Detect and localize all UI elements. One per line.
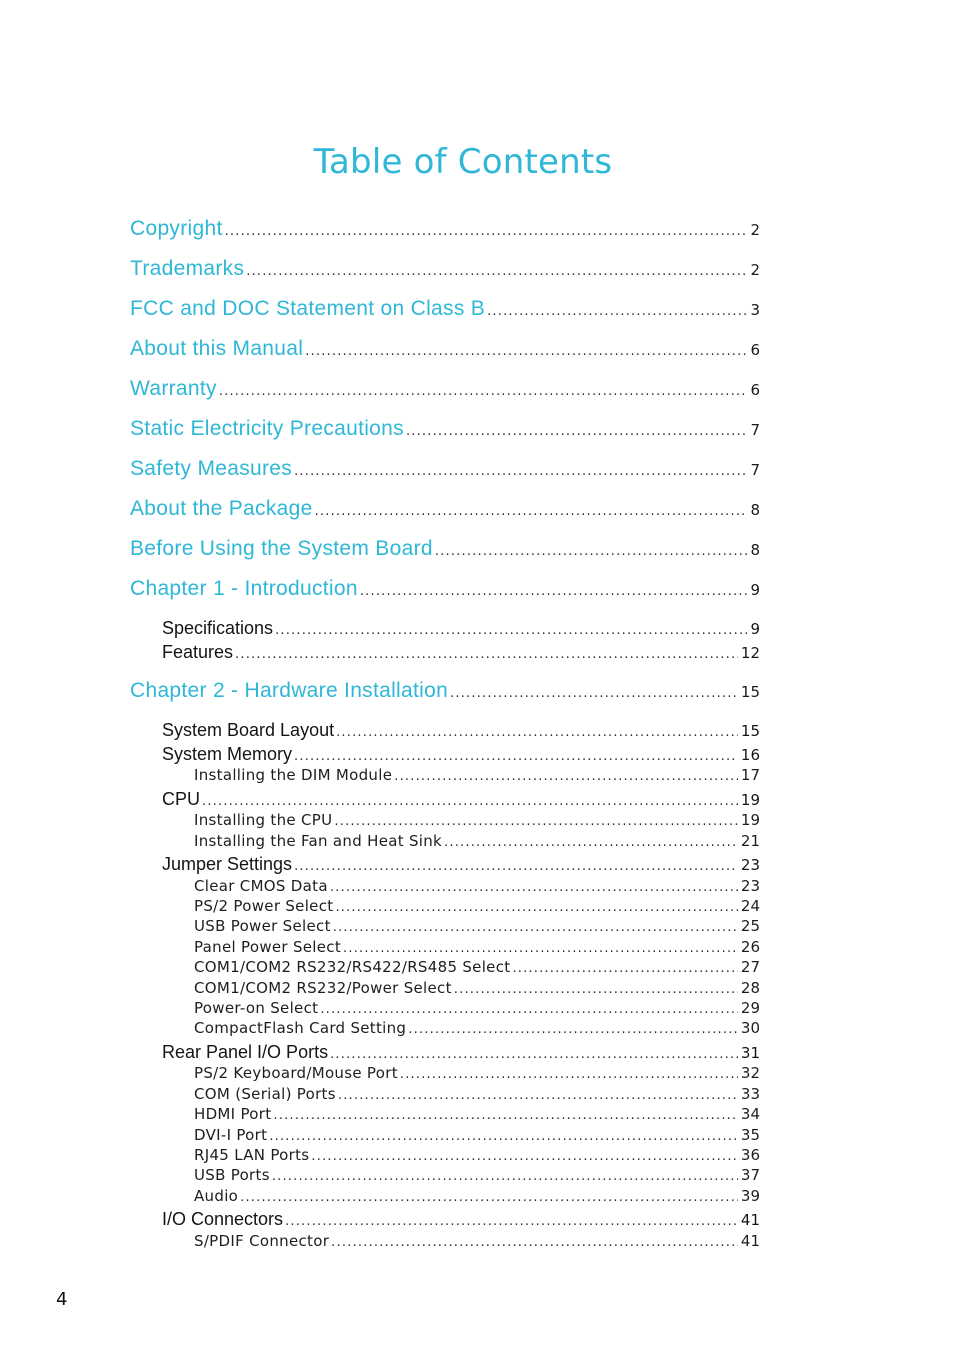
dot-leader <box>330 1047 738 1062</box>
toc-entry-label: Audio <box>194 1187 239 1205</box>
toc-entry-label: Before Using the System Board <box>130 537 433 560</box>
toc-page-number: 24 <box>740 897 760 915</box>
toc-entry-label: COM (Serial) Ports <box>194 1085 336 1103</box>
dot-leader <box>331 1235 738 1250</box>
toc-page-number: 17 <box>740 766 760 784</box>
dot-leader <box>334 814 738 829</box>
toc-page-number: 30 <box>740 1019 760 1037</box>
toc-page-number: 21 <box>740 832 760 850</box>
toc-entry-power-on-select[interactable] <box>194 999 760 1017</box>
dot-leader <box>294 464 747 479</box>
dot-leader <box>435 544 748 559</box>
toc-entry-com-rs232-power[interactable] <box>194 979 760 997</box>
dot-leader <box>343 941 738 956</box>
toc-page-number: 8 <box>750 501 760 519</box>
toc-entry-hdmi-port[interactable] <box>194 1105 760 1123</box>
toc-entry-label: USB Power Select <box>194 917 331 935</box>
toc-entry-label: About this Manual <box>130 337 304 360</box>
dot-leader <box>294 749 738 764</box>
toc-entry-label: Installing the DIM Module <box>194 766 393 784</box>
toc-page-number: 25 <box>740 917 760 935</box>
toc-entry-label: Chapter 1 - Introduction <box>130 577 358 600</box>
toc-page-number: 19 <box>740 791 760 809</box>
toc-entry-about-the-package[interactable] <box>130 497 760 521</box>
dot-leader <box>235 647 738 662</box>
toc-entry-label: USB Ports <box>194 1166 270 1184</box>
toc-entry-label: FCC and DOC Statement on Class B <box>130 297 486 320</box>
toc-page-number: 7 <box>750 421 760 439</box>
toc-page-number: 36 <box>740 1146 760 1164</box>
toc-page-number: 35 <box>740 1126 760 1144</box>
toc-entry-copyright[interactable] <box>130 217 760 241</box>
toc-entry-installing-fan[interactable] <box>194 832 760 850</box>
dot-leader <box>225 224 748 239</box>
toc-page-number: 39 <box>740 1187 760 1205</box>
toc-entry-static-electricity[interactable] <box>130 417 760 441</box>
dot-leader <box>275 623 747 638</box>
toc-entry-trademarks[interactable] <box>130 257 760 281</box>
toc-page-number: 31 <box>740 1044 760 1062</box>
toc-entry-rear-panel-io[interactable] <box>162 1042 760 1063</box>
dot-leader <box>406 424 748 439</box>
toc-entry-label: DVI-I Port <box>194 1126 268 1144</box>
toc-entry-label: System Memory <box>162 744 293 764</box>
toc-entry-label: COM1/COM2 RS232/Power Select <box>194 979 452 997</box>
toc-page-number: 27 <box>740 958 760 976</box>
toc-entry-label: Trademarks <box>130 257 245 280</box>
toc-page-number: 26 <box>740 938 760 956</box>
toc-entry-label: CPU <box>162 789 201 809</box>
toc-entry-spdif-connector[interactable] <box>194 1232 760 1250</box>
toc-entry-features[interactable] <box>162 642 760 663</box>
toc-entry-label: I/O Connectors <box>162 1209 284 1229</box>
toc-entry-warranty[interactable] <box>130 377 760 401</box>
toc-entry-io-connectors[interactable] <box>162 1209 760 1230</box>
toc-page-number: 15 <box>740 722 760 740</box>
toc-entry-installing-dim-module[interactable] <box>194 766 760 784</box>
toc-page-number: 3 <box>750 301 760 319</box>
dot-leader <box>294 859 738 874</box>
dot-leader <box>444 835 738 850</box>
dot-leader <box>246 264 747 279</box>
dot-leader <box>360 584 748 599</box>
dot-leader <box>338 1088 738 1103</box>
toc-entry-panel-power-select[interactable] <box>194 938 760 956</box>
toc-page-number: 28 <box>740 979 760 997</box>
toc-entry-fcc-doc-statement[interactable] <box>130 297 760 321</box>
toc-entry-label: Power-on Select <box>194 999 319 1017</box>
dot-leader <box>330 880 738 895</box>
toc-page-number: 41 <box>740 1232 760 1250</box>
toc-page-number: 9 <box>750 620 760 638</box>
toc-entry-label: Warranty <box>130 377 217 400</box>
dot-leader <box>335 900 737 915</box>
toc-entry-label: About the Package <box>130 497 313 520</box>
page-number: 4 <box>56 1289 68 1310</box>
toc-entry-jumper-settings[interactable] <box>162 854 760 875</box>
toc-page-number: 2 <box>750 221 760 239</box>
toc-entry-label: Chapter 2 - Hardware Installation <box>130 679 449 702</box>
dot-leader <box>315 504 748 519</box>
toc-entry-usb-power-select[interactable] <box>194 917 760 935</box>
toc-page-number: 41 <box>740 1211 760 1229</box>
toc-page-number: 32 <box>740 1064 760 1082</box>
toc-page-number: 15 <box>740 683 760 701</box>
toc-page-number: 23 <box>740 877 760 895</box>
dot-leader <box>219 384 748 399</box>
toc-entry-label: Static Electricity Precautions <box>130 417 404 440</box>
toc-entry-label: Jumper Settings <box>162 854 293 874</box>
dot-leader <box>305 344 747 359</box>
dot-leader <box>333 920 738 935</box>
dot-leader <box>311 1149 738 1164</box>
toc-entry-cpu[interactable] <box>162 789 760 810</box>
dot-leader <box>454 982 738 997</box>
dot-leader <box>487 304 747 319</box>
toc-entry-label: Features <box>162 642 234 662</box>
dot-leader <box>269 1129 738 1144</box>
toc-page-number: 29 <box>740 999 760 1017</box>
dot-leader <box>408 1022 738 1037</box>
toc-entry-label: Copyright <box>130 217 223 240</box>
toc-entry-system-board-layout[interactable] <box>162 720 760 741</box>
toc-entry-label: HDMI Port <box>194 1105 272 1123</box>
toc-page-number: 12 <box>740 644 760 662</box>
toc-entry-label: Panel Power Select <box>194 938 342 956</box>
toc-entry-label: Rear Panel I/O Ports <box>162 1042 329 1062</box>
toc-entry-com-rs232-422-485[interactable] <box>194 958 760 976</box>
page-title: Table of Contents <box>313 142 613 182</box>
toc-entry-system-memory[interactable] <box>162 744 760 765</box>
toc-entry-audio[interactable] <box>194 1187 760 1205</box>
toc-entry-clear-cmos[interactable] <box>194 877 760 895</box>
toc-entry-dvi-i-port[interactable] <box>194 1126 760 1144</box>
toc-entry-label: RJ45 LAN Ports <box>194 1146 310 1164</box>
toc-entry-usb-ports[interactable] <box>194 1166 760 1184</box>
toc-page-number: 7 <box>750 461 760 479</box>
toc-page-number: 6 <box>750 341 760 359</box>
toc-entry-safety-measures[interactable] <box>130 457 760 481</box>
toc-entry-label: PS/2 Keyboard/Mouse Port <box>194 1064 398 1082</box>
toc-page-number: 16 <box>740 746 760 764</box>
toc-page-number: 34 <box>740 1105 760 1123</box>
toc-entry-specifications[interactable] <box>162 618 760 639</box>
toc-page-number: 19 <box>740 811 760 829</box>
toc-entry-rj45-lan-ports[interactable] <box>194 1146 760 1164</box>
toc-entry-label: Installing the CPU <box>194 811 333 829</box>
toc-entry-label: COM1/COM2 RS232/RS422/RS485 Select <box>194 958 511 976</box>
toc-page-number: 2 <box>750 261 760 279</box>
toc-entry-label: CompactFlash Card Setting <box>194 1019 407 1037</box>
dot-leader <box>202 794 738 809</box>
dot-leader <box>512 961 737 976</box>
toc-entry-before-using[interactable] <box>130 537 760 561</box>
toc-entry-label: System Board Layout <box>162 720 335 740</box>
dot-leader <box>240 1190 738 1205</box>
toc-entry-label: S/PDIF Connector <box>194 1232 330 1250</box>
toc-entry-compactflash[interactable] <box>194 1019 760 1037</box>
toc-entry-chapter-1[interactable] <box>130 577 760 601</box>
toc-entry-ps2-power-select[interactable] <box>194 897 760 915</box>
toc-page-number: 37 <box>740 1166 760 1184</box>
dot-leader <box>285 1214 738 1229</box>
dot-leader <box>394 769 738 784</box>
toc-page-number: 6 <box>750 381 760 399</box>
toc-entry-about-this-manual[interactable] <box>130 337 760 361</box>
dot-leader <box>400 1067 738 1082</box>
toc-page-number: 9 <box>750 581 760 599</box>
toc-page-number: 23 <box>740 856 760 874</box>
toc-entry-label: PS/2 Power Select <box>194 897 334 915</box>
dot-leader <box>273 1108 738 1123</box>
dot-leader <box>320 1002 738 1017</box>
toc-entry-label: Specifications <box>162 618 274 638</box>
toc-entry-installing-cpu[interactable] <box>194 811 760 829</box>
dot-leader <box>272 1169 738 1184</box>
toc-entry-label: Safety Measures <box>130 457 293 480</box>
toc-entry-com-serial-ports[interactable] <box>194 1085 760 1103</box>
toc-entry-label: Installing the Fan and Heat Sink <box>194 832 443 850</box>
dot-leader <box>336 725 738 740</box>
toc-page-number: 33 <box>740 1085 760 1103</box>
dot-leader <box>450 686 738 701</box>
toc-page-number: 8 <box>750 541 760 559</box>
toc-entry-chapter-2[interactable] <box>130 679 760 703</box>
toc-entry-ps2-keyboard-mouse[interactable] <box>194 1064 760 1082</box>
toc-entry-label: Clear CMOS Data <box>194 877 328 895</box>
